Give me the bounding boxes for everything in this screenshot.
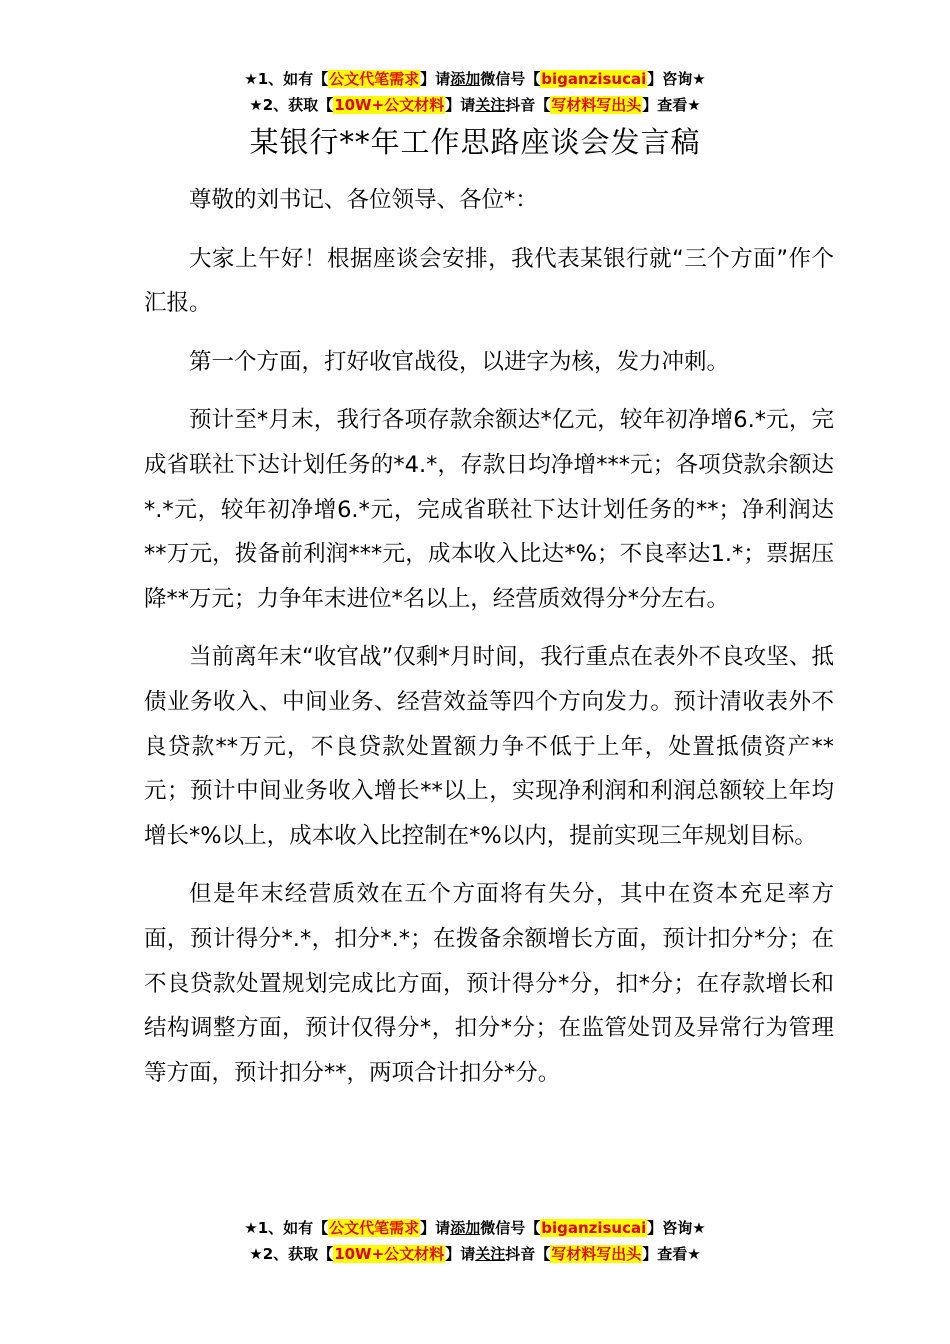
- banner-text: 】查看★: [642, 96, 701, 114]
- banner-underlined-text: 关注: [475, 96, 506, 114]
- banner-underlined-text: 关注: [475, 1245, 506, 1263]
- banner-text: 微信号【: [480, 70, 541, 88]
- banner-text: 】咨询★: [647, 1219, 706, 1237]
- banner-highlight-service: 公文代笔需求: [329, 1219, 420, 1237]
- paragraph: 当前离年末“收官战”仅剩*月时间，我行重点在表外不良攻坚、抵债业务收入、中间业务、经营效益等四个方向发力。预计清收表外不良贷款**万元，不良贷款处置额力争不低于上年，处置抵债资产**元；预计中间业务收入增长**以上，实现净利润和利润总额较上年均增长*%以上，成本收入比控制在*%以内，提前实现三年规划目标。: [144, 644, 834, 849]
- banner-text: 】咨询★: [647, 70, 706, 88]
- banner-text: 】请: [445, 1245, 476, 1263]
- banner-text: 】请: [420, 70, 451, 88]
- paragraph: 大家上午好！根据座谈会安排，我代表某银行就“三个方面”作个汇报。: [144, 245, 834, 317]
- banner-highlight-wechat-id: biganzisucai: [541, 70, 647, 88]
- banner-line-1: [0, 66, 950, 92]
- banner-text: 】请: [445, 96, 476, 114]
- banner-text: 抖音【: [505, 1245, 551, 1263]
- document-body: [144, 178, 834, 1109]
- top-banner: [0, 66, 950, 118]
- salutation: 尊敬的刘书记、各位领导、各位*：: [189, 187, 538, 213]
- banner-text: ★1、如有【: [244, 70, 329, 88]
- banner-underlined-text: 添加: [450, 70, 481, 88]
- banner-text: 微信号【: [480, 1219, 541, 1237]
- banner-text: 抖音【: [505, 96, 551, 114]
- banner-underlined-text: 添加: [450, 1219, 481, 1237]
- banner-line-2: [0, 1241, 950, 1267]
- banner-highlight-wechat-id: biganzisucai: [541, 1219, 647, 1237]
- banner-text: ★2、获取【: [249, 96, 334, 114]
- banner-highlight-douyin: 写材料写出头: [551, 96, 642, 114]
- paragraph: 预计至*月末，我行各项存款余额达*亿元，较年初净增6.*元，完成省联社下达计划任务的*4.*，存款日均净增***元；各项贷款余额达*.*元，较年初净增6.*元，完成省联社下达计划任务的**；净利润达**万元，拨备前利润***元，成本收入比达*%；不良率达1.*；票据压降**万元；力争年末进位*名以上，经营质效得分*分左右。: [144, 407, 834, 612]
- banner-text: 】请: [420, 1219, 451, 1237]
- banner-line-1: [0, 1215, 950, 1241]
- banner-highlight-service: 公文代笔需求: [329, 70, 420, 88]
- banner-text: ★1、如有【: [244, 1219, 329, 1237]
- banner-highlight-douyin: 写材料写出头: [551, 1245, 642, 1263]
- document-title: 某银行**年工作思路座谈会发言稿: [249, 125, 701, 159]
- bottom-banner: [0, 1215, 950, 1267]
- banner-line-2: [0, 92, 950, 118]
- banner-text: 】查看★: [642, 1245, 701, 1263]
- paragraph: 但是年末经营质效在五个方面将有失分，其中在资本充足率方面，预计得分*.*，扣分*.*；在拨备余额增长方面，预计扣分*分；在不良贷款处置规划完成比方面，预计得分*分，扣*分；在存款增长和结构调整方面，预计仅得分*，扣分*分；在监管处罚及异常行为管理等方面，预计扣分**，两项合计扣分*分。: [144, 881, 834, 1086]
- banner-highlight-materials: 10W+公文材料: [334, 96, 445, 114]
- banner-highlight-materials: 10W+公文材料: [334, 1245, 445, 1263]
- section-heading: 第一个方面，打好收官战役，以进字为核，发力冲刺。: [189, 348, 730, 375]
- banner-text: ★2、获取【: [249, 1245, 334, 1263]
